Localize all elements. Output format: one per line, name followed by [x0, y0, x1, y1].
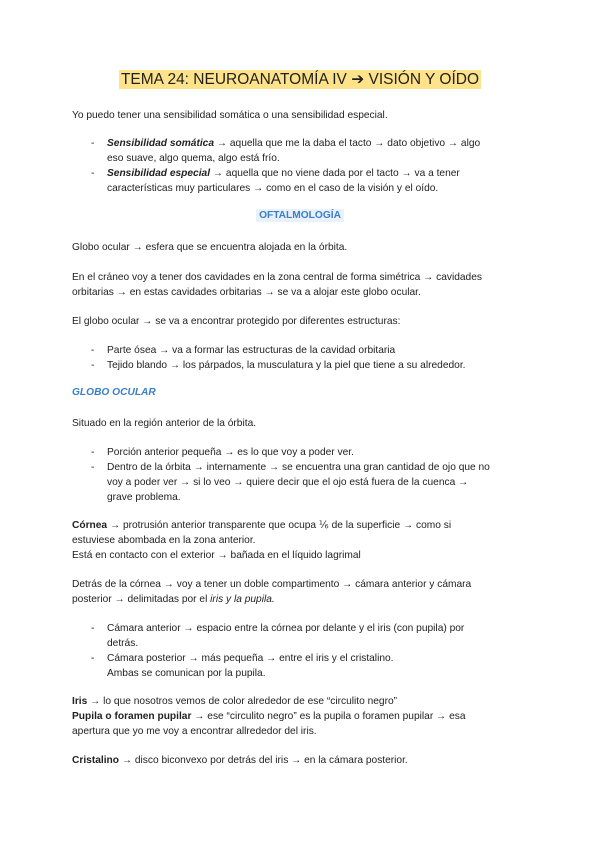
bullet-dash: - — [91, 345, 95, 356]
paragraph-cristalino — [72, 753, 542, 768]
list-text: Porción anterior pequeña → es lo que voy a poder ver. — [107, 447, 354, 458]
bullet-dash: - — [91, 447, 95, 458]
line: apertura que yo me voy a encontrar allrededor del iris. — [72, 726, 317, 737]
term-bold: Córnea — [72, 520, 108, 531]
line: posterior → delimitadas por el — [72, 594, 211, 605]
italic-text: iris y la pupila. — [210, 594, 275, 605]
line: orbitarias → en estas cavidades orbitarias → se va a alojar este globo ocular. — [72, 287, 421, 298]
bullet-dash: - — [91, 168, 95, 179]
paragraph-iris — [72, 694, 542, 739]
section-heading-oftalmologia — [0, 210, 600, 221]
list-text: Dentro de la órbita → internamente → se encuentra una gran cantidad de ojo que no — [107, 462, 490, 473]
title-text: TEMA 24: NEUROANATOMÍA IV ➔ VISIÓN Y OÍDO — [120, 71, 480, 88]
bullet-dash: - — [91, 623, 95, 634]
section-heading-text: OFTALMOLOGÍA — [256, 209, 344, 222]
line: → disco biconvexo por detrás del iris → en la cámara posterior. — [118, 755, 408, 766]
line: Está en contacto con el exterior → bañada en el líquido lagrimal — [72, 550, 361, 561]
line: → protrusión anterior transparente que ocupa ⅙ de la superficie → como si — [107, 520, 452, 531]
list-text: Parte ósea → va a formar las estructuras de la cavidad orbitaria — [107, 345, 396, 356]
list-text: eso suave, algo quema, algo está frío. — [107, 153, 280, 164]
bullet-dash: - — [91, 138, 95, 149]
term-bold: Cristalino — [72, 755, 119, 766]
paragraph: Globo ocular → esfera que se encuentra alojada en la órbita. — [72, 242, 348, 253]
line: En el cráneo voy a tener dos cavidades en la zona central de forma simétrica → cavidades — [72, 272, 482, 283]
paragraph-detras — [72, 577, 542, 607]
list-text: características muy particulares → como en el caso de la visión y el oído. — [107, 183, 439, 194]
list-text: Cámara anterior → espacio entre la córnea por delante y el iris (con pupila) por — [107, 623, 465, 634]
paragraph: Situado en la región anterior de la órbita. — [72, 418, 257, 429]
section-heading-globo-ocular: GLOBO OCULAR — [72, 387, 156, 398]
list-text: Tejido blando → los párpados, la musculatura y la piel que tiene a su alrededor. — [107, 360, 466, 371]
term-bold: Iris — [72, 696, 88, 707]
bullet-dash: - — [91, 462, 95, 473]
line: Detrás de la córnea → voy a tener un doble compartimento → cámara anterior y cámara — [72, 579, 472, 590]
term-bold: Pupila o foramen pupilar — [72, 711, 192, 722]
paragraph: El globo ocular → se va a encontrar protegido por diferentes estructuras: — [72, 316, 401, 327]
list-text: voy a poder ver → si lo veo → quiere decir que el ojo está fuera de la cuenca → — [107, 477, 469, 488]
list-text: Cámara posterior → más pequeña → entre el iris y el cristalino. — [107, 653, 394, 664]
bullet-dash: - — [91, 653, 95, 664]
term-bold: Sensibilidad somática — [107, 138, 215, 149]
paragraph-cornea — [72, 518, 542, 563]
line: → ese “circulito negro” es la pupila o foramen pupilar → esa — [191, 711, 466, 722]
list-text: grave problema. — [107, 492, 181, 503]
list-text: → aquella que me la daba el tacto → dato objetivo → algo — [214, 138, 481, 149]
list-text: detrás. — [107, 638, 139, 649]
list-text: Ambas se comunican por la pupila. — [107, 668, 266, 679]
term-bold: Sensibilidad especial — [107, 168, 211, 179]
paragraph — [72, 270, 542, 300]
page-title — [0, 70, 600, 89]
list-text: → aquella que no viene dada por el tacto → va a tener — [210, 168, 460, 179]
line: estuviese abombada en la zona anterior. — [72, 535, 256, 546]
bullet-dash: - — [91, 360, 95, 371]
intro-paragraph: Yo puedo tener una sensibilidad somática o una sensibilidad especial. — [72, 110, 388, 121]
line: → lo que nosotros vemos de color alrededor de ese “circulito negro” — [87, 696, 398, 707]
